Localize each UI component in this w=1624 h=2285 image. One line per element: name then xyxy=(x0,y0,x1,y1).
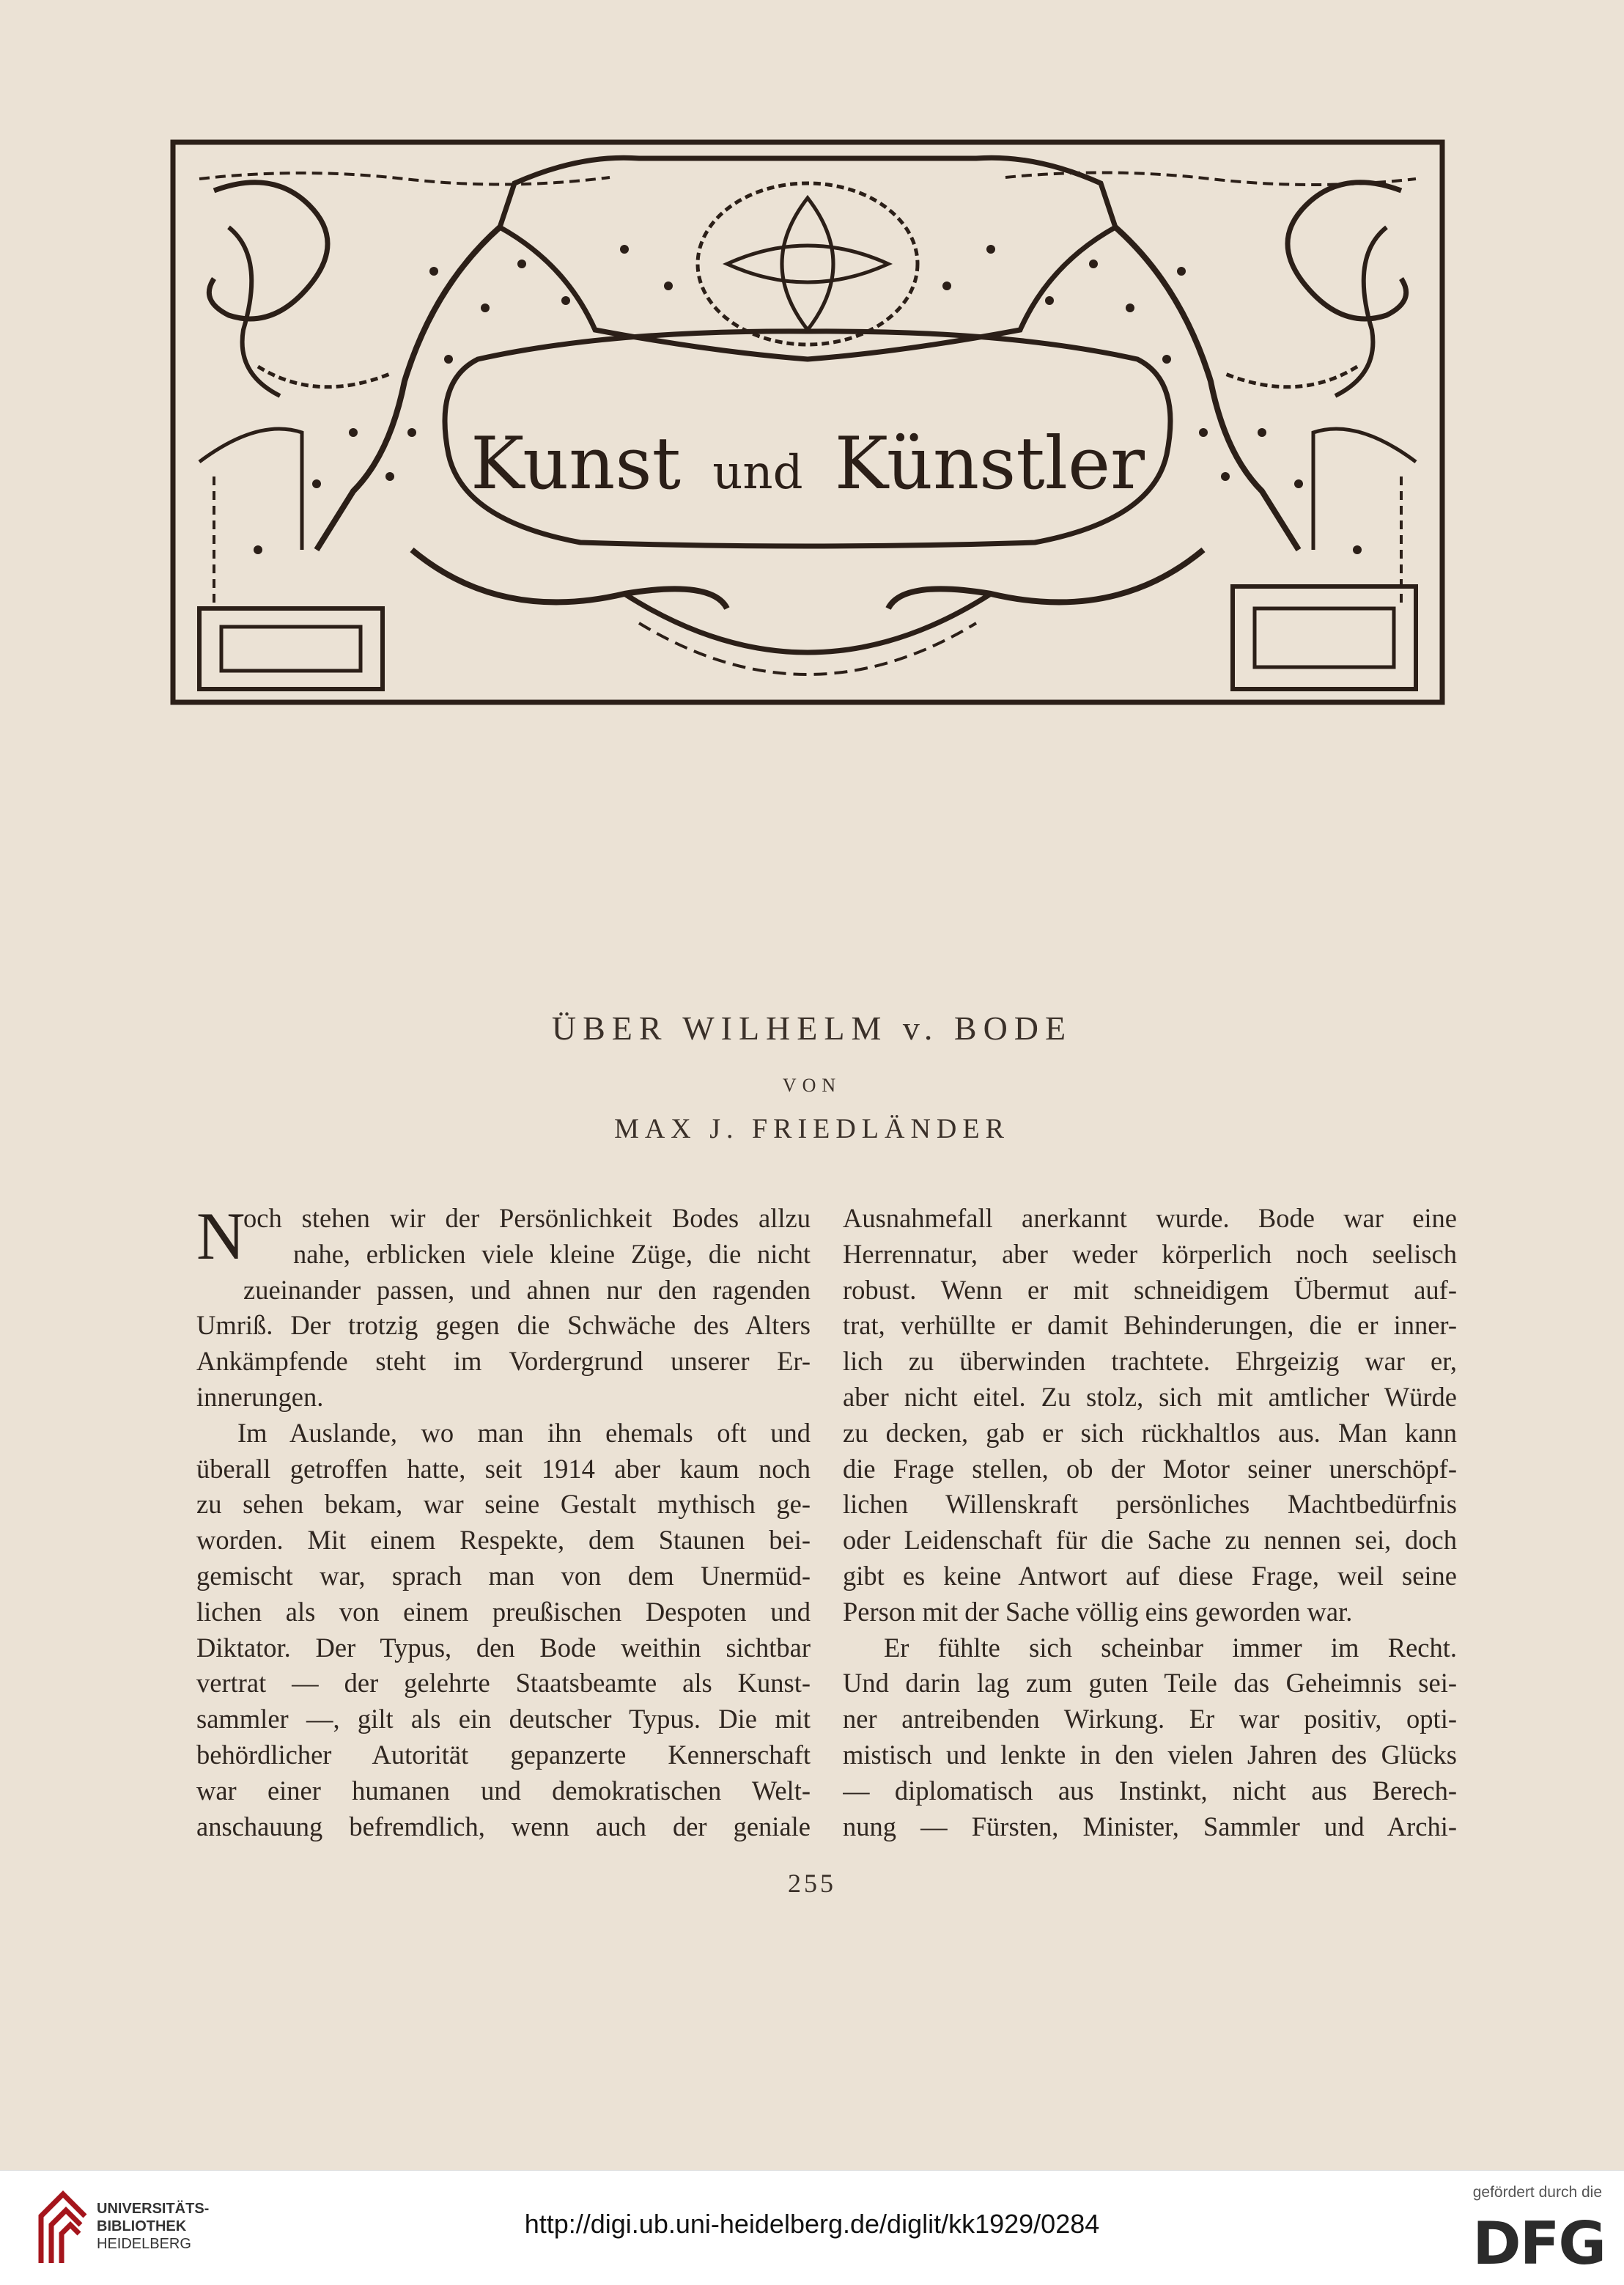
text-line: vertrat — der gelehrte Staatsbeamte als Kunst- xyxy=(196,1668,811,1699)
text-line: mistisch und lenkte in den vielen Jahren des Glücks xyxy=(843,1739,1457,1770)
text-line: Person mit der Sache völlig eins geworden war. xyxy=(843,1596,1353,1627)
masthead-word-kunst: Kunst xyxy=(470,422,682,506)
text-line: lich zu überwinden trachtete. Ehrgeizig war er, xyxy=(843,1346,1457,1377)
text-line: robust. Wenn er mit schneidigem Übermut auf- xyxy=(843,1274,1457,1305)
text-line: Er fühlte sich scheinbar immer im Recht. xyxy=(884,1632,1457,1663)
text-line: ner antreibenden Wirkung. Er war positiv, opti- xyxy=(843,1704,1457,1734)
text-line: zu sehen bekam, war seine Gestalt mythisch ge- xyxy=(196,1489,811,1520)
text-line: och stehen wir der Persönlichkeit Bodes allzu xyxy=(243,1203,811,1233)
text-line: zueinander passen, und ahnen nur den ragenden xyxy=(243,1274,811,1305)
text-line: Ankämpfende steht im Vordergrund unserer Er- xyxy=(196,1346,811,1377)
text-line: worden. Mit einem Respekte, dem Staunen bei- xyxy=(196,1525,811,1556)
text-line: zu decken, gab er sich rückhaltlos aus. Man kann xyxy=(843,1417,1457,1448)
masthead-word-kuenstler: Künstler xyxy=(834,422,1145,506)
library-name-line: HEIDELBERG xyxy=(97,2236,191,2252)
article-author: MAX J. FRIEDLÄNDER xyxy=(614,1114,1010,1144)
text-line: anschauung befremdlich, wenn auch der geniale xyxy=(196,1811,811,1841)
text-line: Und darin lag zum guten Teile das Geheimnis sei- xyxy=(843,1668,1457,1699)
text-line: — diplomatisch aus Instinkt, nicht aus Berech- xyxy=(843,1775,1457,1806)
text-line: Diktator. Der Typus, den Bode weithin sichtbar xyxy=(196,1632,811,1663)
text-line: Ausnahmefall anerkannt wurde. Bode war eine xyxy=(843,1203,1457,1233)
text-line: behördlicher Autorität gepanzerte Kennerschaft xyxy=(196,1739,811,1770)
library-name-line: UNIVERSITÄTS- xyxy=(97,2201,210,2217)
text-line: war einer humanen und demokratischen Welt- xyxy=(196,1775,811,1806)
text-line: trat, verhüllte er damit Behinderungen, die er inner- xyxy=(843,1310,1457,1341)
text-line: innerungen. xyxy=(196,1381,324,1412)
text-line: Im Auslande, wo man ihn ehemals oft und xyxy=(237,1417,811,1448)
text-line: lichen Willenskraft persönliches Machtbedürfnis xyxy=(843,1489,1457,1520)
masthead-word-und: und xyxy=(712,446,803,500)
funder-caption: gefördert durch die xyxy=(1472,2184,1602,2201)
text-column-left xyxy=(196,1201,811,1844)
drop-cap: N xyxy=(196,1199,246,1273)
text-line: Herrennatur, aber weder körperlich noch seelisch xyxy=(843,1238,1457,1269)
text-column-right xyxy=(843,1201,1457,1844)
text-line: nahe, erblicken viele kleine Züge, die nicht xyxy=(293,1238,811,1269)
digitization-footer xyxy=(0,2170,1624,2285)
dfg-logo: DFG xyxy=(1472,2209,1605,2278)
text-line: oder Leidenschaft für die Sache zu nennen sei, doch xyxy=(843,1525,1457,1556)
article-title: ÜBER WILHELM v. BODE xyxy=(551,1009,1073,1047)
text-line: gemischt war, sprach man von dem Unermüd- xyxy=(196,1560,811,1591)
text-line: aber nicht eitel. Zu stolz, sich mit amtlicher Würde xyxy=(843,1381,1457,1412)
library-name-line: BIBLIOTHEK xyxy=(97,2218,187,2234)
permalink-url[interactable]: http://digi.ub.uni-heidelberg.de/diglit/kk1929/0284 xyxy=(524,2209,1100,2239)
page-number: 255 xyxy=(788,1869,836,1898)
text-line: nung — Fürsten, Minister, Sammler und Archi- xyxy=(843,1811,1457,1841)
text-line: lichen als von einem preußischen Despoten und xyxy=(196,1596,811,1627)
svg-text:Kunst und Künstler xyxy=(470,422,1145,506)
masthead-ornament xyxy=(170,139,1445,705)
text-line: sammler —, gilt als ein deutscher Typus. Die mit xyxy=(196,1704,811,1734)
text-line: Umriß. Der trotzig gegen die Schwäche des Alters xyxy=(196,1310,811,1341)
text-line: die Frage stellen, ob der Motor seiner unerschöpf- xyxy=(843,1453,1457,1484)
text-line: gibt es keine Antwort auf diese Frage, weil seine xyxy=(843,1560,1457,1591)
text-line: überall getroffen hatte, seit 1914 aber kaum noch xyxy=(196,1453,811,1484)
article-byline-von: VON xyxy=(782,1075,842,1096)
